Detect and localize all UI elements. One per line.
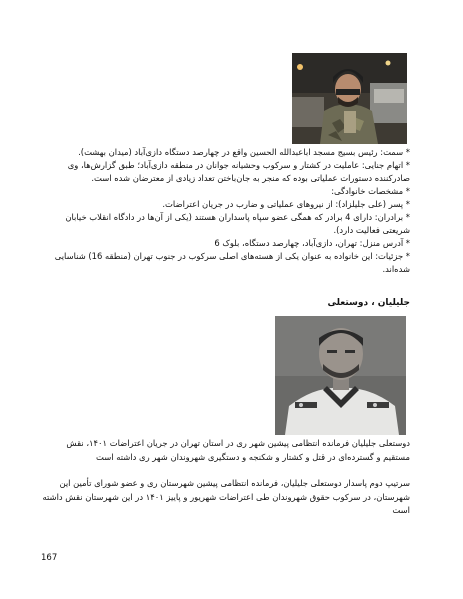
profile2-name-heading: جلیلیان ، دوستعلی: [327, 298, 410, 308]
detail-position: * سمت: رئیس بسیج مسجد اباعبدالله الحسین واقع در چهارصد دستگاه دازی‌آباد (میدان بهشت).: [78, 147, 410, 157]
profile2-paragraph-1: دوستعلی جلیلیان فرمانده انتظامی پیشین شهر ری در استان تهران در جریان اعتراضات ۱۴۰۱، نقش مستقیم و گسترده‌ای در قتل و کشتار و شکنجه و دستگیری شهروندان شهر ری داشته است: [66, 438, 410, 462]
page-number: 167: [41, 553, 58, 563]
profile2-photo: [275, 316, 406, 435]
profile1-photo: [292, 53, 407, 144]
detail-family-heading: * مشخصات خانوادگی:: [331, 186, 410, 196]
profile1-details: [40, 146, 410, 276]
detail-son: * پسر (علی جلیلزاد): از نیروهای عملیاتی و ضارب در جریان اعتراضات.: [162, 199, 410, 209]
detail-brothers: * برادران: دارای 4 برادر که همگی عضو سپاه پاسداران هستند (یکی از آن‌ها در دادگاه انقلاب خیابان شریعتی فعالیت دارد).: [65, 212, 410, 235]
detail-address: * آدرس منزل: تهران، دازی‌آباد، چهارصد دستگاه، بلوک 6: [214, 238, 410, 248]
profile2-paragraph-2: سرتیپ دوم پاسدار دوستعلی جلیلیان، فرمانده انتظامی پیشین شهرستان ری و عضو شورای تأمین این شهرستان، در سرکوب حقوق شهروندان طی اعتراضات شهریور و پاییز ۱۴۰۱ در این شهرستان نقش داشته است: [42, 478, 410, 515]
detail-charge: * اتهام جنایی: عاملیت در کشتار و سرکوب وحشیانه جوانان در منطقه دازی‌آباد؛ طبق گزارش‌ها، وی صادرکننده دستورات عملیاتی بوده که منجر به جان‌باختن تعداد زیادی از معترضان شده است.: [67, 160, 410, 183]
detail-notes: * جزئیات: این خانواده به عنوان یکی از هسته‌های اصلی سرکوب در جنوب تهران (منطقه 16) شناسایی شده‌اند.: [54, 251, 410, 274]
